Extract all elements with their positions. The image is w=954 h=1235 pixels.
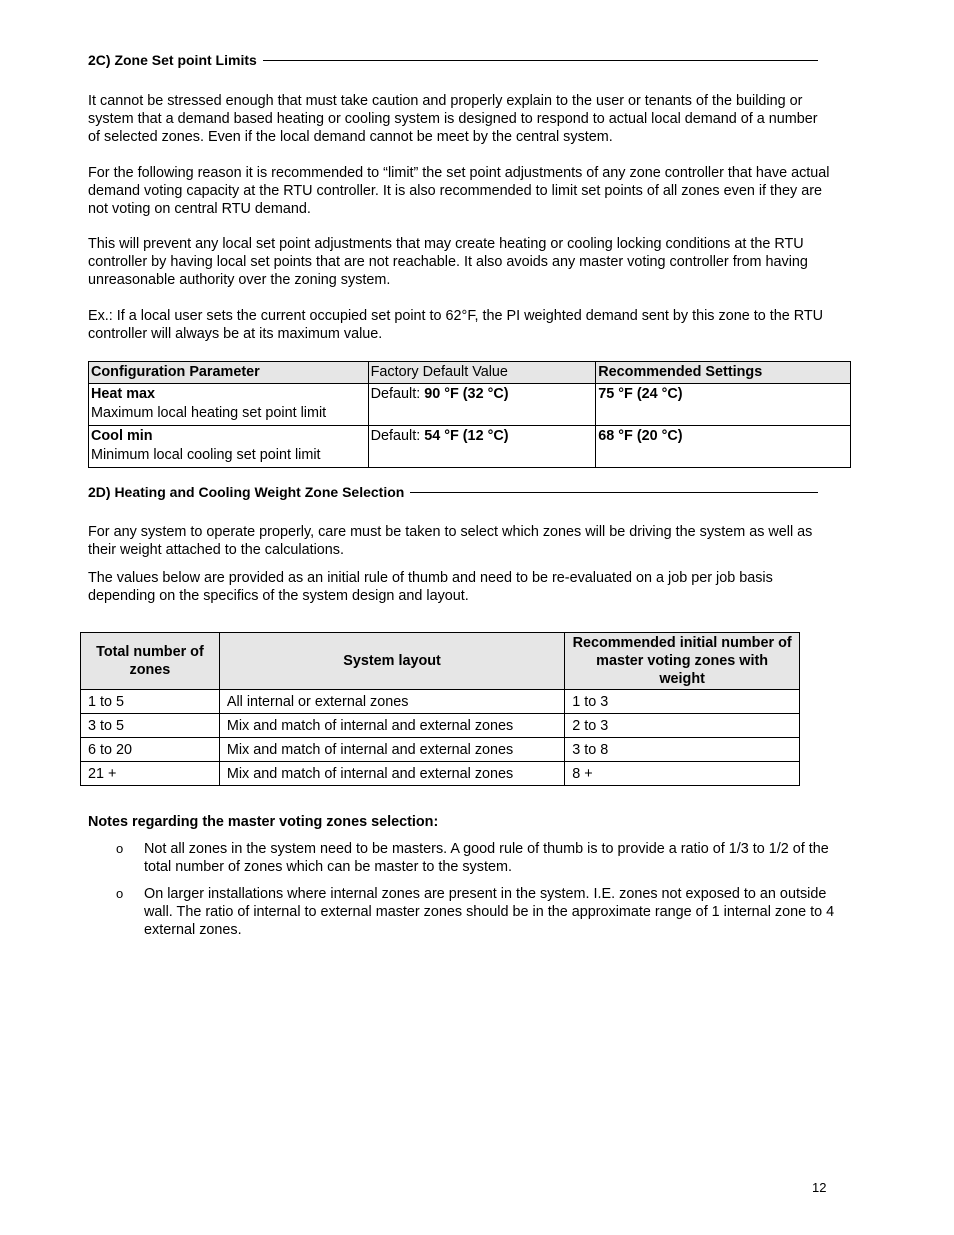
table-header-cell: Factory Default Value xyxy=(368,362,596,384)
list-item xyxy=(116,885,836,939)
table-cell: Mix and match of internal and external zones xyxy=(219,714,564,738)
table-cell: 1 to 5 xyxy=(81,690,220,714)
table-cell: Mix and match of internal and external zones xyxy=(219,738,564,762)
section-2c-paragraph-4: Ex.: If a local user sets the current occupied set point to 62°F, the PI weighted demand sent by this zone to the RTU controller will always be at its maximum value. xyxy=(88,308,824,342)
section-2d-paragraph-2: The values below are provided as an initial rule of thumb and need to be re-evaluated on a job per job basis depending on the specifics of the system design and layout. xyxy=(88,570,773,604)
table-row xyxy=(81,714,800,738)
table-row xyxy=(89,426,851,468)
parameter-description: Maximum local heating set point limit xyxy=(91,405,327,421)
table-header-cell: Configuration Parameter xyxy=(89,362,369,384)
heading-rule xyxy=(410,492,818,493)
default-value-cell xyxy=(368,426,596,468)
section-2d-title: 2D) Heating and Cooling Weight Zone Selection xyxy=(88,484,405,500)
list-item-text: On larger installations where internal zones are present in the system. I.E. zones not exposed to an outside wall. The ratio of internal to external master zones should be in the approximate range of 1 internal zone to 4 external zones. xyxy=(144,886,835,938)
parameter-name: Cool min xyxy=(91,428,153,444)
parameter-name: Heat max xyxy=(91,386,155,402)
table-row xyxy=(81,738,800,762)
section-2c-paragraph-1: It cannot be stressed enough that must take caution and properly explain to the user or tenants of the building or system that a demand based heating or cooling system is designed to respond to actual local demand of a number of selected zones. Even if the local demand cannot be meet by the central system. xyxy=(88,93,818,145)
table-row xyxy=(81,762,800,786)
section-2c-paragraph-2: For the following reason it is recommended to “limit” the set point adjustments of any zone controller that have actual demand voting capacity at the RTU controller. It is also recommended to limit set points of all zones even if they are not voting on central RTU demand. xyxy=(88,165,830,217)
table-header-cell: Recommended Settings xyxy=(596,362,851,384)
default-prefix: Default: xyxy=(370,428,425,444)
notes-heading: Notes regarding the master voting zones selection: xyxy=(88,814,439,830)
table-row xyxy=(89,384,851,426)
master-zones-table xyxy=(80,632,800,786)
table-cell: All internal or external zones xyxy=(219,690,564,714)
parameter-description: Minimum local cooling set point limit xyxy=(91,447,321,463)
table-header-row xyxy=(81,633,800,690)
table-cell: 3 to 5 xyxy=(81,714,220,738)
table-row xyxy=(81,690,800,714)
page-number: 12 xyxy=(812,1180,827,1195)
parameter-cell xyxy=(89,384,369,426)
bullet-icon: o xyxy=(116,841,124,856)
table-cell: 1 to 3 xyxy=(565,690,800,714)
table-cell: 21 + xyxy=(81,762,220,786)
setpoint-limits-table xyxy=(88,361,851,468)
table-header-cell: Total number of zones xyxy=(81,633,220,690)
section-2c-title: 2C) Zone Set point Limits xyxy=(88,52,257,68)
default-value: 90 °F (32 °C) xyxy=(424,386,509,402)
section-2c-heading xyxy=(88,52,818,68)
table-cell: 3 to 8 xyxy=(565,738,800,762)
list-item-text: Not all zones in the system need to be masters. A good rule of thumb is to provide a ratio of 1/3 to 1/2 of the total number of zones which can be master to the system. xyxy=(144,841,829,875)
default-prefix: Default: xyxy=(370,386,425,402)
table-cell: 6 to 20 xyxy=(81,738,220,762)
heading-rule xyxy=(263,60,818,61)
recommended-cell: 68 °F (20 °C) xyxy=(596,426,851,468)
list-item xyxy=(116,840,836,876)
table-header-cell: Recommended initial number of master voting zones with weight xyxy=(565,633,800,690)
table-cell: Mix and match of internal and external zones xyxy=(219,762,564,786)
default-value: 54 °F (12 °C) xyxy=(424,428,509,444)
table-cell: 2 to 3 xyxy=(565,714,800,738)
table-header-cell: System layout xyxy=(219,633,564,690)
recommended-cell: 75 °F (24 °C) xyxy=(596,384,851,426)
bullet-icon: o xyxy=(116,886,124,901)
parameter-cell xyxy=(89,426,369,468)
section-2d-heading xyxy=(88,484,818,500)
default-value-cell xyxy=(368,384,596,426)
table-cell: 8 + xyxy=(565,762,800,786)
table-header-row xyxy=(89,362,851,384)
section-2d-paragraph-1: For any system to operate properly, care must be taken to select which zones will be driving the system as well as their weight attached to the calculations. xyxy=(88,524,813,558)
section-2c-paragraph-3: This will prevent any local set point adjustments that may create heating or cooling locking conditions at the RTU controller by having local set points that are not reachable. It also avoids any master voting controller from having unreasonable authority over the zoning system. xyxy=(88,236,808,288)
